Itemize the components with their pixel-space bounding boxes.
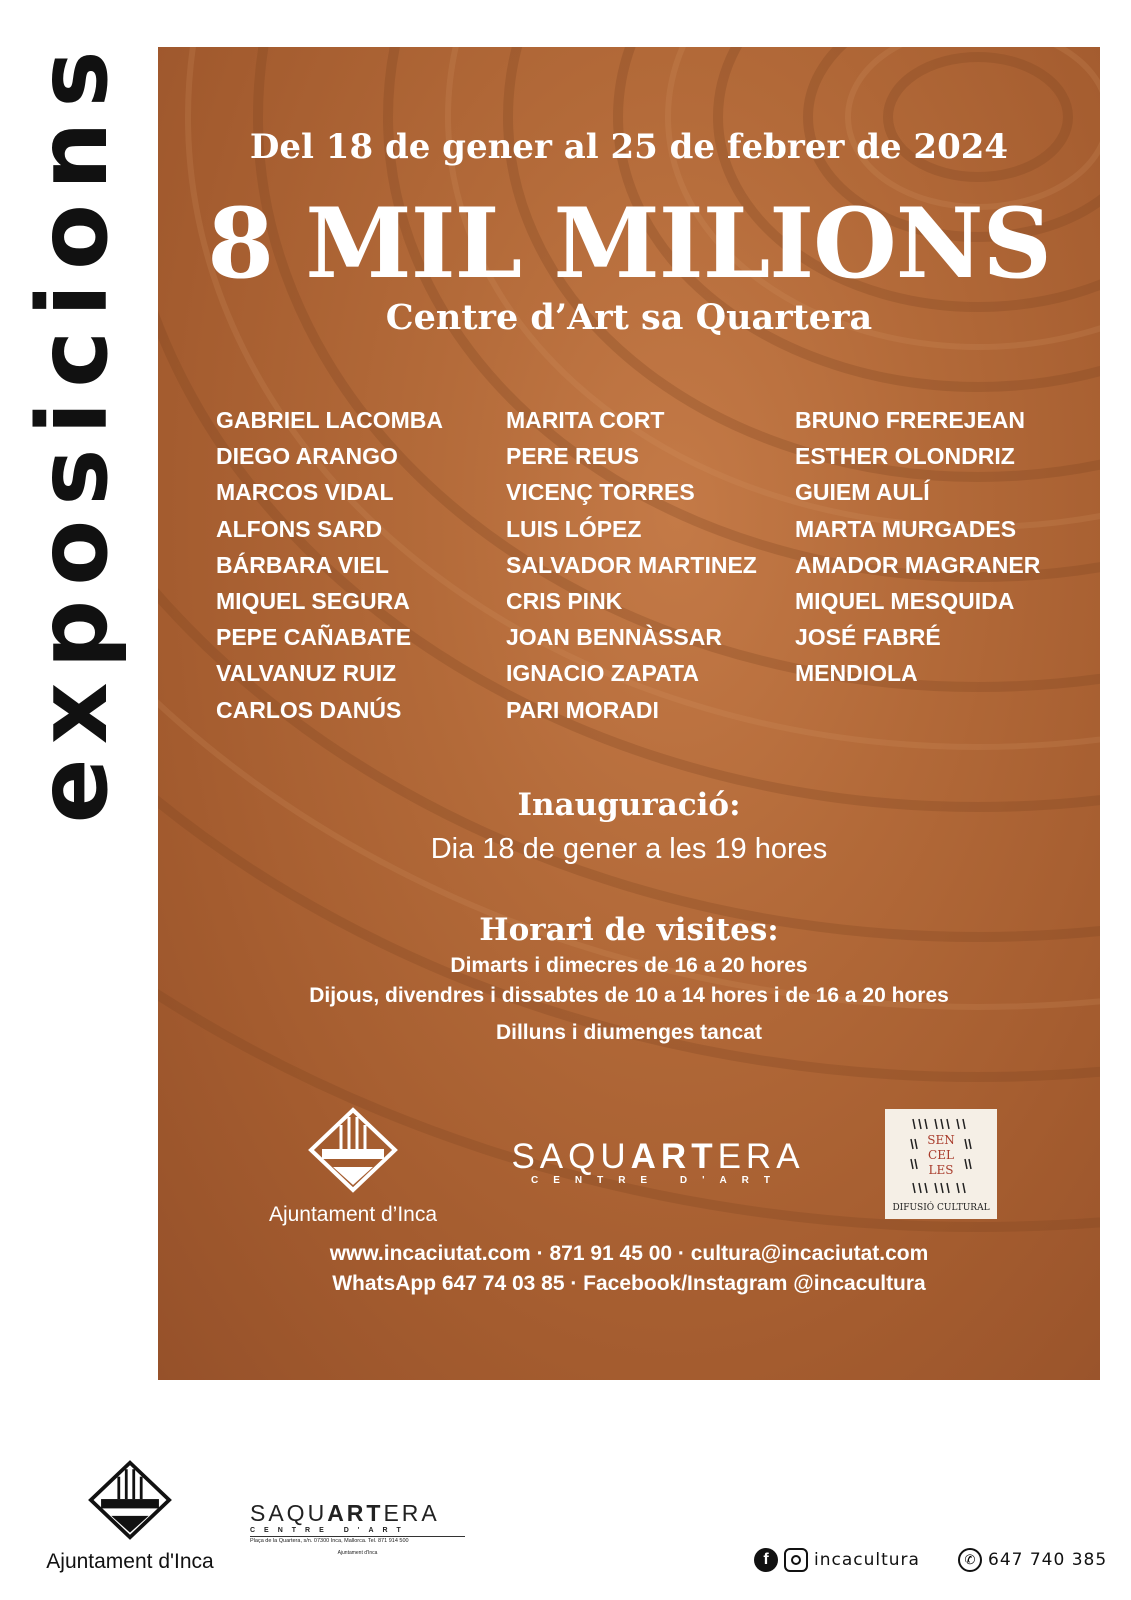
inauguration-text: Dia 18 de gener a les 19 hores — [430, 833, 828, 865]
artists-column-2 — [506, 402, 757, 728]
exhibition-title: 8 MIL MILIONS — [207, 187, 1051, 300]
saquartera-word-bold: ART — [630, 1137, 718, 1176]
footer-saquartera-logo — [250, 1500, 465, 1556]
saquartera-logo — [508, 1137, 808, 1186]
sencelles-word-part: SEN — [927, 1133, 955, 1147]
saquartera-small-caption: Ajuntament d'Inca — [337, 1550, 378, 1556]
instagram-icon[interactable] — [784, 1548, 808, 1572]
saquartera-subtitle: CENTRE D'ART — [250, 1527, 410, 1534]
footer-ajuntament-caption: Ajuntament d'Inca — [46, 1550, 214, 1573]
exhibition-dates: Del 18 de gener al 25 de febrer de 2024 — [249, 127, 1009, 167]
artist-name: BRUNO FREREJEAN — [795, 407, 1026, 433]
artist-name: GABRIEL LACOMBA — [216, 407, 444, 433]
artist-name: VALVANUZ RUIZ — [216, 660, 397, 687]
side-title-text: exposicions — [17, 36, 129, 824]
footer-social — [754, 1548, 920, 1572]
visiting-hours-heading: Horari de visites: — [479, 912, 779, 948]
artist-name: CARLOS DANÚS — [216, 696, 402, 723]
artist-name: AMADOR MAGRANER — [795, 551, 1041, 578]
artists-column-1 — [216, 402, 443, 728]
contact-line: WhatsApp 647 74 03 85 · Facebook/Instagram @incacultura — [332, 1272, 926, 1295]
artists-column-3 — [795, 402, 1040, 692]
inca-shield-icon — [88, 1458, 172, 1542]
visiting-hours-line: Dilluns i diumenges tancat — [495, 1021, 763, 1044]
social-handle: incacultura — [814, 1550, 920, 1570]
saquartera-word-bold: ART — [327, 1500, 384, 1526]
artist-name: BÁRBARA VIEL — [216, 551, 389, 578]
saquartera-word-start: SAQU — [250, 1500, 328, 1526]
artist-name: SALVADOR MARTINEZ — [506, 551, 757, 578]
saquartera-word-start: SAQU — [511, 1137, 631, 1176]
artist-name: MARITA CORT — [506, 407, 665, 433]
sencelles-word-part: LES — [928, 1163, 954, 1177]
ajuntament-inca-logo — [253, 1107, 453, 1227]
artist-name: JOSÉ FABRÉ — [795, 624, 941, 651]
poster — [158, 47, 1100, 1380]
artist-name: MIQUEL MESQUIDA — [795, 588, 1015, 615]
artist-name: PERE REUS — [506, 443, 639, 470]
saquartera-address: Plaça de la Quartera, s/n. 07300 Inca, Mallorca. Tel. 871 914 500 — [250, 1536, 465, 1544]
facebook-icon[interactable]: f — [754, 1548, 778, 1572]
whatsapp-icon[interactable]: ✆ — [958, 1548, 982, 1572]
artist-name: GUIEM AULÍ — [795, 479, 930, 506]
sencelles-wordmark — [885, 1133, 997, 1178]
artist-name: DIEGO ARANGO — [216, 443, 398, 470]
artist-name: MARTA MURGADES — [795, 515, 1017, 542]
artist-name: CRIS PINK — [506, 588, 623, 615]
contact-line: www.incaciutat.com · 871 91 45 00 · cultura@incaciutat.com — [329, 1242, 929, 1265]
sencelles-word-part: CEL — [928, 1148, 954, 1162]
artist-name: PEPE CAÑABATE — [216, 624, 412, 651]
inca-shield-icon — [308, 1107, 398, 1193]
artist-name: PARI MORADI — [506, 696, 659, 723]
artist-name: ALFONS SARD — [216, 515, 383, 542]
side-title — [17, 36, 129, 824]
sencelles-logo — [885, 1109, 997, 1219]
inauguration-heading: Inauguració: — [517, 787, 741, 823]
whatsapp-number: 647 740 385 — [988, 1550, 1108, 1570]
ajuntament-inca-caption: Ajuntament d’Inca — [268, 1203, 438, 1226]
artist-name: MARCOS VIDAL — [216, 479, 394, 506]
visiting-hours-line: Dijous, divendres i dissabtes de 10 a 14 hores i de 16 a 20 hores — [309, 984, 949, 1007]
saquartera-subtitle: CENTRE D'ART — [530, 1175, 786, 1186]
artist-name: LUIS LÓPEZ — [506, 515, 642, 542]
artist-name: ESTHER OLONDRIZ — [795, 443, 1015, 470]
artist-name: MIQUEL SEGURA — [216, 588, 410, 615]
artist-name: MENDIOLA — [795, 660, 918, 687]
saquartera-word-end: ERA — [383, 1500, 440, 1526]
saquartera-word-end: ERA — [717, 1137, 805, 1176]
artist-name: JOAN BENNÀSSAR — [506, 624, 722, 651]
footer-whatsapp — [958, 1548, 1107, 1572]
exhibition-venue: Centre d’Art sa Quartera — [385, 297, 873, 338]
artist-name: IGNACIO ZAPATA — [506, 660, 699, 687]
artist-name: VICENÇ TORRES — [506, 479, 695, 506]
sencelles-caption: DIFUSIÓ CULTURAL — [892, 1203, 990, 1213]
footer-ajuntament-logo — [30, 1458, 230, 1574]
visiting-hours-line: Dimarts i dimecres de 16 a 20 hores — [450, 954, 808, 977]
